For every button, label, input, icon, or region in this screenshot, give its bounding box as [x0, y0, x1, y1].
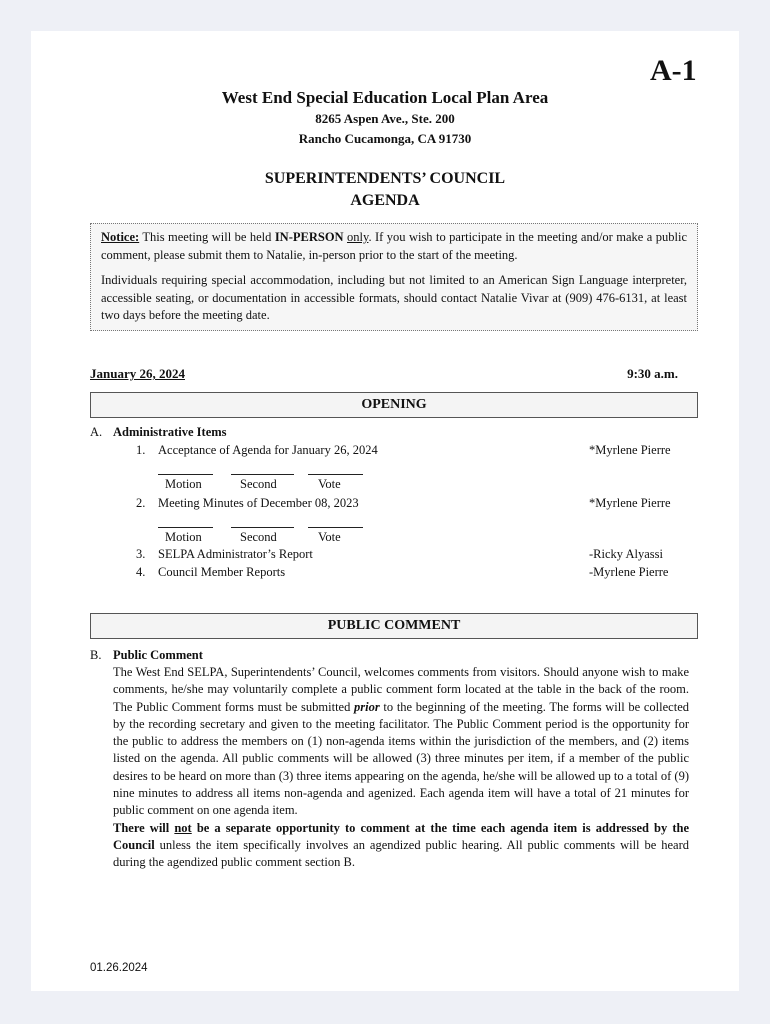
notice-box — [90, 223, 698, 331]
item-number: 1. — [136, 443, 146, 457]
paragraph-text: to the beginning of the meeting. The forms will be collected by the recording secretary and given to the meeting facilitator. The Public Comment period is the opportunity for the public to address the members on (1) non-agenda items within the jurisdiction of the members, and (2) items listed on the agenda. All public comments will be allowed (3) three minutes per item, if a member of the public desires to be heard on more than (3) three items appearing on the agenda, he/she will be allowed up to a total of (9) nine minutes to address all items non-agenda and agenized. Each agenda item will have a total of 21 minutes for public comment on one agenda item. — [113, 699, 689, 818]
item-text: SELPA Administrator’s Report — [158, 547, 313, 561]
meeting-date-row — [90, 366, 678, 382]
notice-paragraph-2: Individuals requiring special accommodation, including but not limited to an American Sign Language interpreter, accessible seating, or documentation in accessible formats, should contact Natalie Vivar at (909) 476-6131, at least two days before the meeting date. — [101, 273, 687, 322]
vote-blank — [308, 462, 363, 475]
paragraph-text: be a separate opportunity to comment at the time each agenda item is addressed by the Council — [113, 820, 690, 852]
item-text: Acceptance of Agenda for January 26, 2024 — [158, 443, 378, 457]
second-blank — [231, 462, 294, 475]
document-tag: A-1 — [650, 54, 697, 87]
section-b-title: Public Comment — [113, 648, 203, 662]
motion-blank — [158, 462, 213, 475]
vote-label: Vote — [318, 477, 341, 491]
second-blank — [231, 515, 294, 528]
notice-label: Notice: — [101, 230, 140, 244]
notice-text: This meeting will be held — [139, 230, 275, 244]
notice-in-person: IN-PERSON — [274, 230, 344, 244]
section-a-title: Administrative Items — [113, 425, 227, 439]
item-presenter: *Myrlene Pierre — [589, 496, 671, 510]
public-comment-paragraph-1 — [113, 664, 689, 820]
notice-paragraph-1 — [101, 229, 687, 264]
footer-date: 01.26.2024 — [90, 962, 148, 974]
meeting-date: January 26, 2024 — [90, 366, 185, 381]
item-number: 4. — [136, 565, 146, 579]
motion-label: Motion — [165, 530, 202, 544]
item-text: Meeting Minutes of December 08, 2023 — [158, 496, 359, 510]
meeting-time: 9:30 a.m. — [627, 366, 678, 381]
notice-only: only — [347, 230, 369, 244]
paragraph-text: unless the item specifically involves an agendized public hearing. All public comments will be heard during the agendized public comment section B. — [113, 837, 689, 870]
agenda-title: AGENDA — [350, 192, 420, 209]
vote-blank — [308, 515, 363, 528]
address-line-2: Rancho Cucamonga, CA 91730 — [298, 131, 472, 146]
second-label: Second — [240, 477, 277, 491]
prior-emphasis: prior — [354, 699, 380, 714]
section-public-comment-header: PUBLIC COMMENT — [90, 613, 698, 639]
paragraph-text: There will — [113, 820, 175, 835]
item-text: Council Member Reports — [158, 565, 286, 579]
address-line-1: 8265 Aspen Ave., Ste. 200 — [315, 111, 455, 126]
section-opening-header: OPENING — [90, 392, 698, 418]
council-title: SUPERINTENDENTS’ COUNCIL — [264, 170, 506, 187]
organization-name: West End Special Education Local Plan Area — [221, 88, 549, 107]
section-b-letter: B. — [90, 648, 102, 662]
public-comment-body — [113, 664, 689, 872]
not-emphasis: not — [174, 820, 192, 835]
item-number: 2. — [136, 496, 146, 510]
public-comment-paragraph-2 — [113, 820, 689, 872]
second-label: Second — [240, 530, 277, 544]
vote-label: Vote — [318, 530, 341, 544]
section-a-letter: A. — [90, 425, 103, 439]
item-number: 3. — [136, 547, 146, 561]
item-presenter: *Myrlene Pierre — [589, 443, 671, 457]
item-presenter: -Ricky Alyassi — [589, 547, 663, 561]
notice-text-end: . If you wish to participate in the meeting and/or make a public comment, please submit them to Natalie, in-person prior to the start of the meeting. — [101, 230, 687, 262]
motion-blank — [158, 515, 213, 528]
motion-label: Motion — [165, 477, 202, 491]
paragraph-text: The West End SELPA, Superintendents’ Council, welcomes comments from visitors. Should anyone wish to make comments, he/she may voluntarily complete a public comment form located at the table in the back of the room. The Public Comment forms must be submitted — [113, 665, 689, 714]
item-presenter: -Myrlene Pierre — [589, 565, 669, 579]
